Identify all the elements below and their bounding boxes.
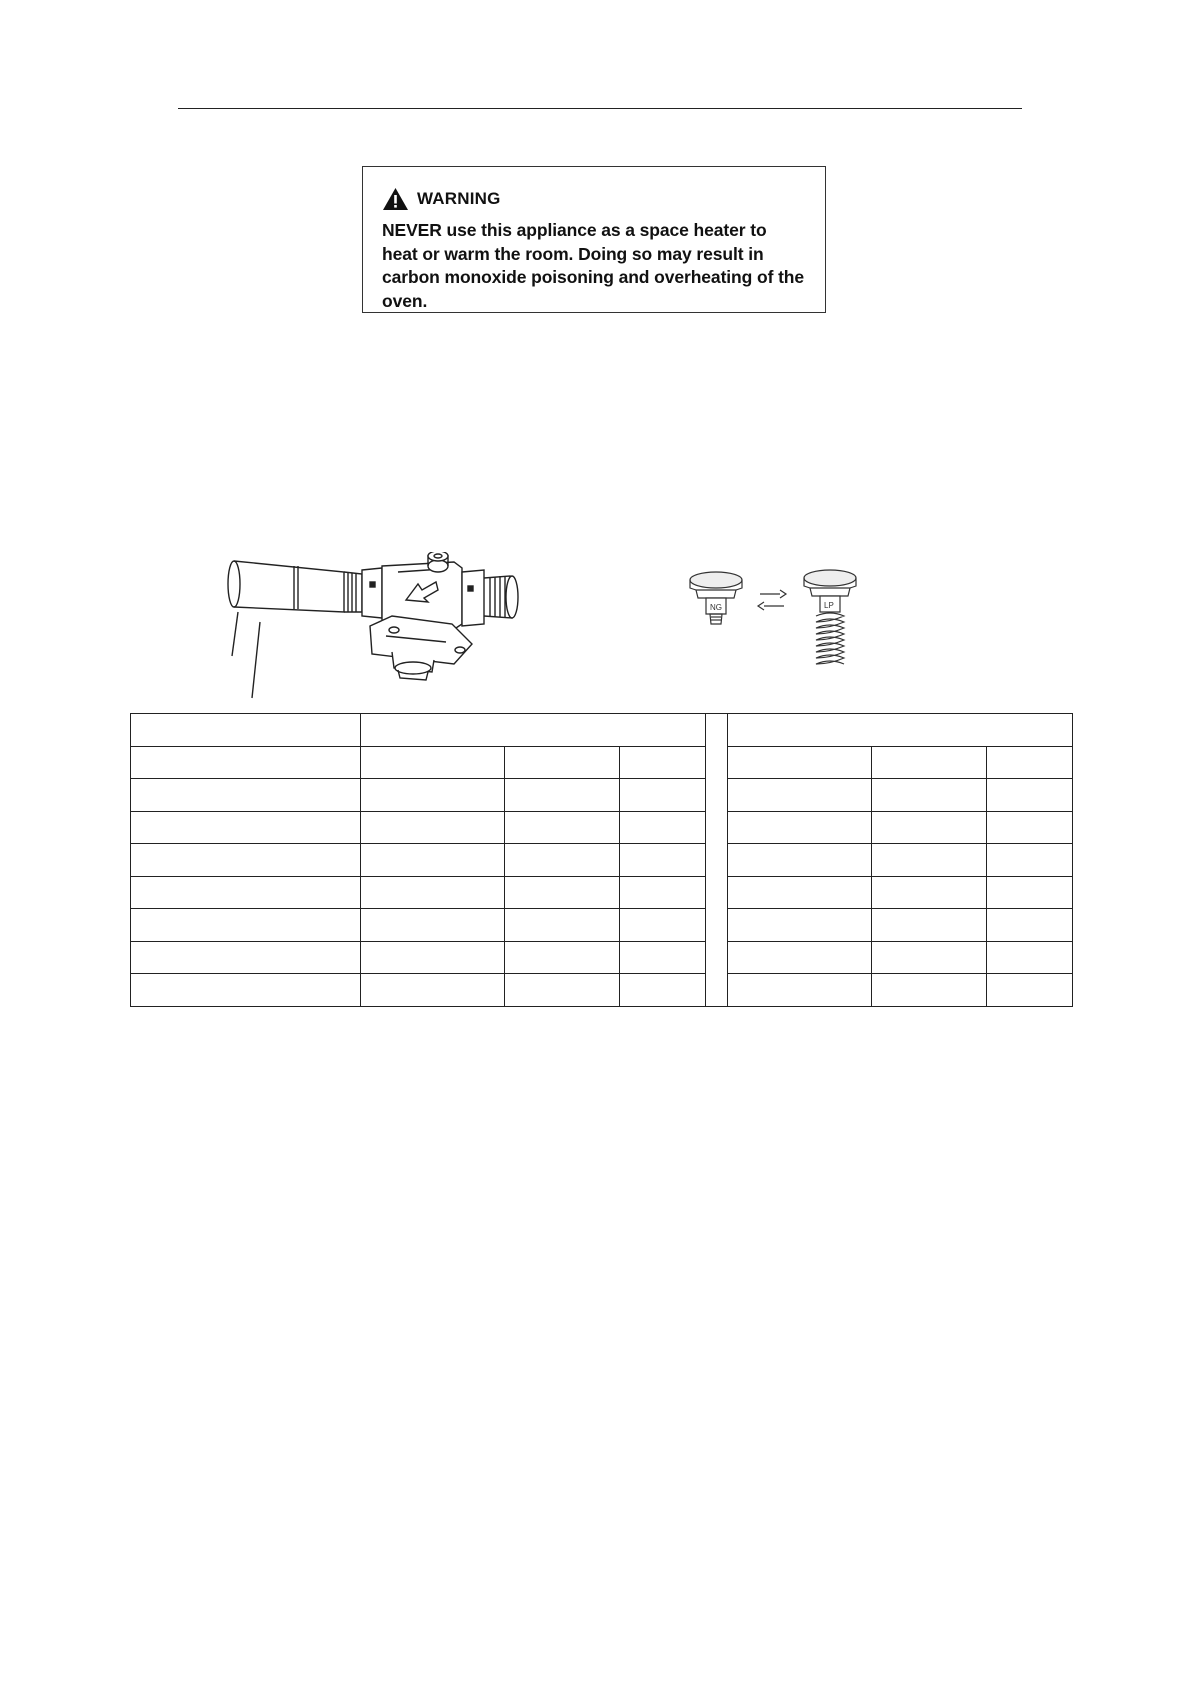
regulator-conversion-illustration [680,566,880,670]
table-cell [728,941,872,974]
table-cell [620,779,706,812]
table-cell [131,909,361,942]
table-row [131,974,1073,1007]
table-cell [505,779,620,812]
table-cell [872,974,987,1007]
table-cell [505,811,620,844]
table-cell [361,844,505,877]
table-cell [620,844,706,877]
table-row [131,714,1073,747]
table-cell [131,714,361,747]
table-cell [620,974,706,1007]
table-cell [987,941,1073,974]
table-cell [505,844,620,877]
table-cell [987,876,1073,909]
table-cell [987,746,1073,779]
table-cell [987,779,1073,812]
table-cell [728,876,872,909]
table-row [131,876,1073,909]
warning-triangle-icon [382,187,409,211]
table-row [131,844,1073,877]
warning-title: WARNING [417,189,501,208]
table-cell [872,909,987,942]
table-cell [872,779,987,812]
table-cell [987,844,1073,877]
warning-header [382,185,805,213]
table-cell [505,974,620,1007]
table-row [131,746,1073,779]
table-cell [131,746,361,779]
table-cell [361,941,505,974]
table-cell [505,876,620,909]
table-cell [131,941,361,974]
table-cell [361,811,505,844]
table-cell [361,746,505,779]
header-rule [178,108,1022,109]
table-row [131,941,1073,974]
table-cell [620,811,706,844]
table-cell [987,909,1073,942]
table-cell [728,779,872,812]
table-row [131,909,1073,942]
gas-valve-illustration [222,552,562,704]
table-gap [706,714,728,1007]
table-cell [505,941,620,974]
table-cell [505,746,620,779]
table-cell [361,779,505,812]
ng-label: NG [710,603,722,612]
table-cell [620,909,706,942]
table-cell [131,974,361,1007]
warning-text: NEVER use this appliance as a space heater to heat or warm the room. Doing so may result in carbon monoxide poisoning and overheating of the oven. [382,220,805,311]
table-cell [728,844,872,877]
table-cell [728,909,872,942]
table-cell [620,876,706,909]
table-cell [620,941,706,974]
table-row [131,811,1073,844]
table-cell [620,746,706,779]
table-cell [361,974,505,1007]
table-cell [987,811,1073,844]
table-cell [131,779,361,812]
table-cell [872,876,987,909]
table-row [131,779,1073,812]
table-cell [131,844,361,877]
table-cell [361,876,505,909]
table-cell [728,811,872,844]
table-cell [131,876,361,909]
table-cell [131,811,361,844]
table-cell [361,714,706,747]
table-cell [872,844,987,877]
table-cell [728,974,872,1007]
table-cell [505,909,620,942]
spec-table [130,713,1073,1007]
warning-box [362,166,826,313]
table-cell [728,746,872,779]
table-cell [872,746,987,779]
table-cell [872,941,987,974]
table-cell [728,714,1073,747]
table-cell [987,974,1073,1007]
table-cell [361,909,505,942]
table-cell [872,811,987,844]
lp-label: LP [824,601,834,610]
